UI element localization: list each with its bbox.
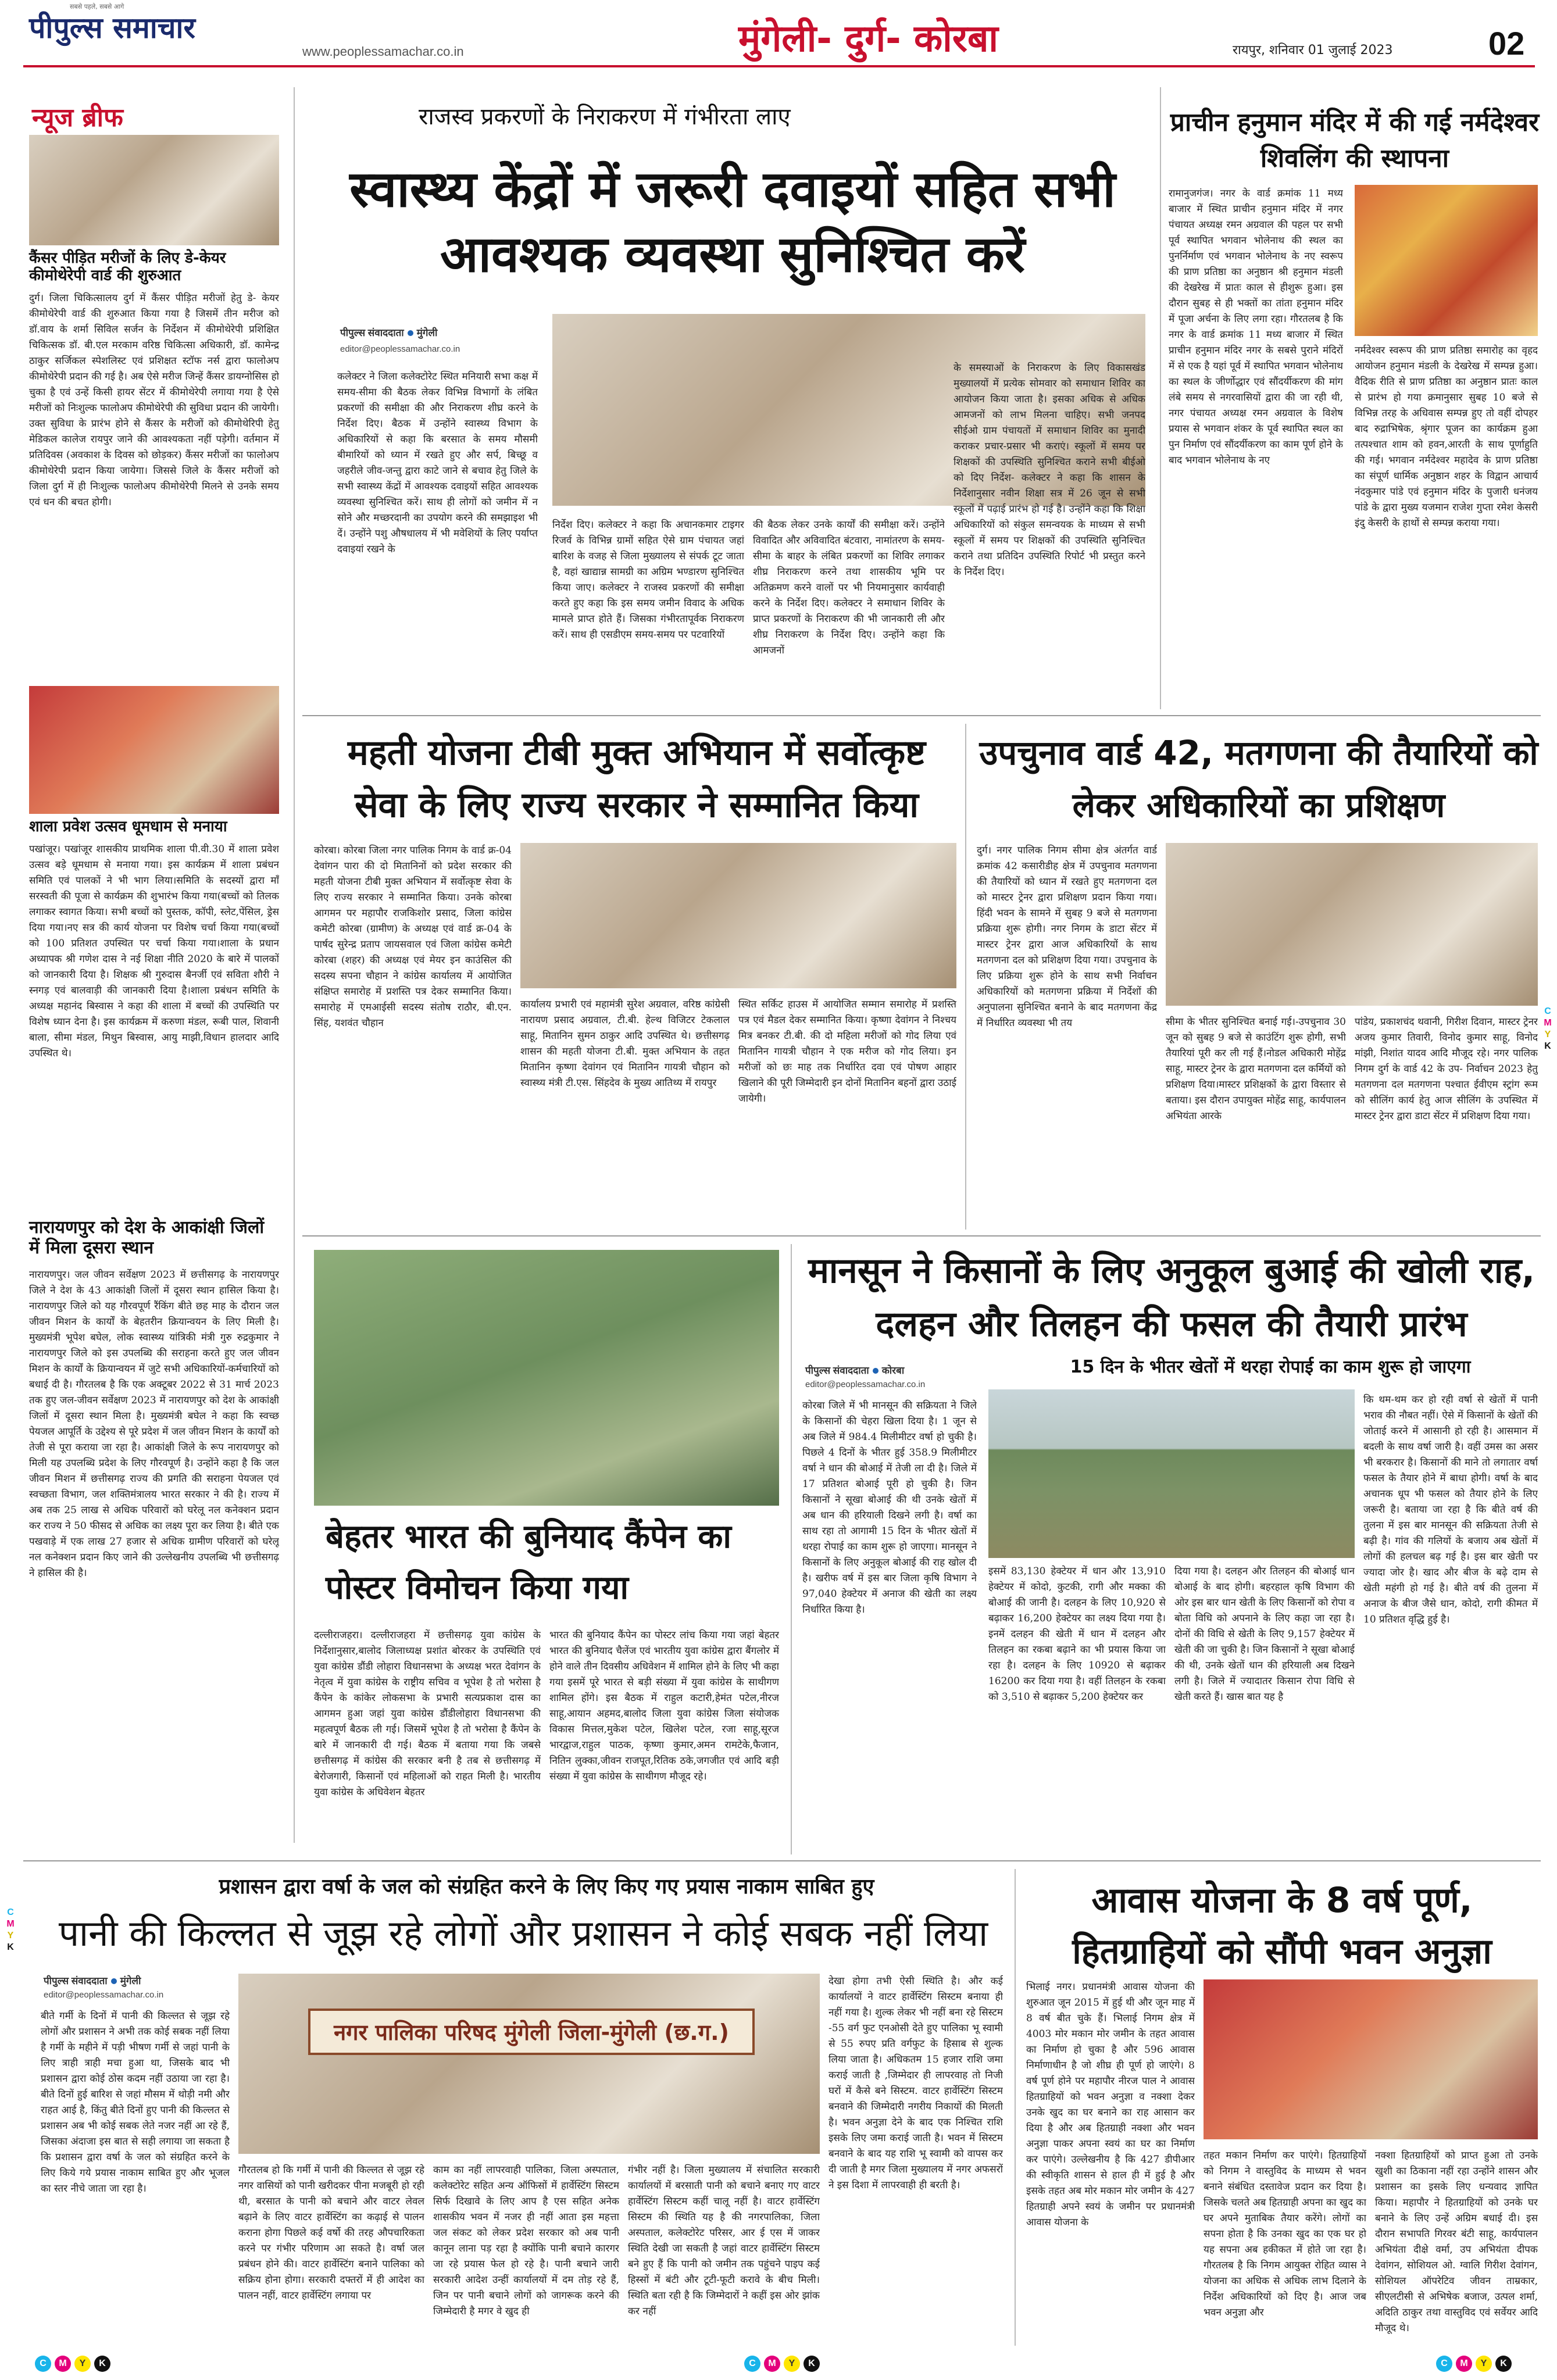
brief-title-chemo: कैंसर पीड़ित मरीजों के लिए डे-केयर कीमोथेरेपी वार्ड की शुरुआत <box>29 249 226 284</box>
lead-right-divider <box>1160 87 1161 709</box>
monsoon-column-1: कोरबा जिले में भी मानसून की सक्रियता ने जिले के किसानों की चेहरा खिला दिया है। 1 जून से अब जिले में 984.4 मिलीमीटर वर्षा हो चुकी है। पिछले 4 दिनों के भीतर हुई 358.9 मिलीमीटर वर्षा ने धान की बोआई में तेजी ला दी है। जिले में 17 प्रतिशत बोआई पूरी हो चुकी है। जिन किसानों ने सूखा बोआई की थी उनके खेतों में अब धान की हरियाली दिखने लगी है। वर्षा का साथ रहा तो आगामी 15 दिन के भीतर खेतों में थरहा रोपाई का काम शुरू हो जाएगा। मानसून ने किसानों के लिए अनुकूल बोआई की राह खोल दी है। खरीफ वर्ष में इस बार जिला कृषि विभाग ने 97,040 हेक्टेयर में अनाज की खेती का लक्ष्य निर्धारित किया है। <box>802 1400 977 1616</box>
monsoon-column-3: दिया गया है। दलहन और तिलहन की बोआई धान बोआई के बाद होगी। बहरहाल कृषि विभाग की ओर इस बार धान खेती के लिए किसानों को रोपा व बोता विधि को अपनाने के लिए कहा जा रहा है। दोनों की विधि से खेती के लिए 9,157 हेक्टेयर में खेती की जा चुकी है। जिन किसानों ने सूखा बोआई की थी, उनके खेतों धान की हरियाली अब दिखने लगी है। जिले में ज्यादातर किसान रोपा विधि से खेती करते हैं। खास बात यह है <box>1174 1566 1355 1703</box>
cmyk-bar-center: C M Y K <box>744 2356 820 2372</box>
upchunav-photo-training <box>1166 843 1538 1006</box>
brief-photo-school <box>29 686 279 814</box>
awas-photo-beneficiaries <box>1204 1979 1538 2139</box>
water-byline-dot <box>111 1978 117 1984</box>
monsoon-photo-field <box>988 1389 1355 1558</box>
water-column-4: गंभीर नहीं है। जिला मुख्यालय में संचालित सरकारी कार्यालयों में बरसाती पानी को बचाने बनाए गए वाटर हार्वेस्टिंग सिस्टम कहीं चालू नहीं है। वाटर हार्वेस्टिंग सिस्टम की स्थिति यह है की नगरपालिका, जिला अस्पताल, कलेक्टोरेट परिसर, आर ई एस में जाकर स्थिति देखी जा सकती है जहां वाटर हार्वेस्टिंग सिस्टम बने हुए हैं कि पानी को जमीन तक पहुंचने पाइप कई हिस्सों में बंटी और टूटी-फूटी करावे के बीच मिली। स्थिति बता रही है कि जिम्मेदारों ने कहीं इस ओर झांक कर नहीं <box>628 2164 820 2317</box>
logo-tagline: सबसे पहले, सबसे आगे <box>70 3 124 10</box>
upchunav-column-2: सीमा के भीतर सुनिश्चित बनाई गई।-उपचुनाव 30 जून को सुबह 9 बजे से काउंटिंग शुरू होगी, सभी तैयारियां पूरी कर ली गई हैं।नोडल अधिकारी मोहेंद्र साहू, मास्टर ट्रेनर के द्वारा मतगणना दल कर्मियों को प्रशिक्षण दिया।मास्टर प्रशिक्षकों के द्वारा विस्तार से बताया। इस दौरान उपायुक्त मोहेंद्र साहू, कार्यपालन अभियंता आरके <box>1166 1016 1346 1122</box>
temple-column-2: नर्मदेश्वर स्वरूप की प्राण प्रतिष्ठा समारोह का वृहद आयोजन हनुमान मंडली के देखरेख में सम्पन्न हुआ। वैदिक रीति से प्राण प्रतिष्ठा का अनुष्ठान प्रातः काल से प्रारंभ हो गया क्रमानुसार सुबह 10 बजे से विभिन्न तरह के अधिवास सम्पन्न हुए तो वहीं दोपहर बाद रुद्राभिषेक, श्रृंगार पूजन का कार्यक्रम हुआ तत्पश्चात शाम को हवन,आरती के साथ पूर्णाहुति की गई। भगवान नर्मदेश्वर महादेव के प्राण प्रतिष्ठा का संपूर्ण धार्मिक अनुष्ठान शहर के विद्वान आचार्य नंदकुमार पांडे एवं हनुमान मंदिर के पुजारी धनंजय पांडे के द्वारा मुख्य यजमान राजेश गुप्ता रमेश केसरी इंदु केसरी के हाथों से सम्पन्न कराया गया। <box>1355 345 1538 529</box>
registration-mark-right: C M Y K <box>1544 1006 1552 1051</box>
water-photo-office <box>238 1974 820 2154</box>
water-byline <box>44 1974 141 1987</box>
monsoon-headline: मानसून ने किसानों के लिए अनुकूल बुआई की खोली राह, दलहन और तिलहन की फसल की तैयारी प्रारंभ <box>808 1250 1535 1345</box>
water-byline-place: मुंगेली <box>120 1975 141 1986</box>
awas-column-2: तहत मकान निर्माण कर पाएंगे। हितग्राहियों को निगम ने वास्तुविद के माध्यम से भवन बनाने संबंधित दस्तावेज प्रदान कर दिया है। जिसके चलते अब हितग्राही अपना का खुद का घर अपने मुताबिक तैयार करेंगे। लोगों का सपना होता है कि उनका खुद का एक घर हो यह सपना अब हकीकत में होते जा रहा है। गौरतलब है कि निगम आयुक्त रोहित व्यास ने योजना का अधिक से अधिक लाभ दिलाने के निर्देश अधिकारियों को दिए है। आज जब भवन अनुज्ञा और <box>1204 2150 1366 2318</box>
temple-column-1: रामानुजगंज। नगर के वार्ड क्रमांक 11 मध्य बाजार में स्थित प्राचीन हनुमान मंदिर में नगर पंचायत अध्यक्ष रमन अग्रवाल की पहल पर सभी पूर्व स्थापित भगवान भोलेनाथ की स्थल का पुनर्निर्माण एवं भगवान भोलेनाथ के नए स्वरूप की प्राण प्रतिष्ठा का अनुष्ठान श्री हनुमान मंडली की देखरेख में प्रातः काल से हीशुरू हुआ। इस दौरान सुबह से ही भक्तों का तांता हनुमान मंदिर में पूजा अर्चना के लिए लगा रहा। गौरतलब है कि नगर के वार्ड क्रमांक 11 मध्य बाजार में स्थित प्राचीन हनुमान मंदिर नगर के सबसे पुराने मंदिरों में से एक है यहां पूर्व में स्थापित भगवान भोलेनाथ का स्थल के जीर्णोद्धार एवं सौंदर्यीकरण की मांग लंबे समय से नगरवासियों द्वारा की जा रही थी, नगर पंचायत अध्यक्ष रमन अग्रवाल के विशेष प्रयास से भगवान शंकर के पूर्व स्थापित स्थल का पुन निर्माण एवं सौंदर्यीकरण का काम पूर्ण होने के बाद भगवान भोलेनाथ के नए <box>1169 188 1343 466</box>
lead-headline: स्वास्थ्य केंद्रों में जरूरी दवाइयों सहित सभी आवश्यक व्यवस्था सुनिश्चित करें <box>349 160 1116 284</box>
lead-column-3: की बैठक लेकर उनके कार्यों की समीक्षा करें। उन्होंने विवादित और अविवादित बंटवारा, नामांतरण के समय-सीमा के बाहर के लंबित प्रकरणों का शिविर लगाकर शीघ्र निराकरण करने तथा शासकीय भूमि पर अतिक्रमण करने वालों पर भी नियमानुसार कार्यवाही करने के निर्देश दिए। कलेक्टर ने समाधान शिविर के प्राप्त प्रकरणों के निराकरण की भी जानकारी ली और शीघ्र निराकरण के निर्देश दिए। उन्होंने कहा कि आमजनों <box>753 519 945 656</box>
tb-column-2: कार्यालय प्रभारी एवं महामंत्री सुरेश अग्रवाल, वरिष्ठ कांग्रेसी नारायण प्रसाद अग्रवाल, टी.बी. हेल्थ विजिटर टेकलाल साहू, मितानिन सुमन ठाकुर आदि उपस्थित थे। छत्तीसगढ़ शासन की महती योजना टी.बी. मुक्त अभियान के तहत मितानिन कृष्णा देवांगन एवं मितानिन गायत्री चौहान को स्वास्थ्य मंत्री टी.एस. सिंहदेव के मुख्य आतिथ्य में रायपुर <box>520 999 730 1089</box>
poster-right-divider <box>791 1244 792 1854</box>
registration-mark-left: C M Y K <box>6 1907 15 1952</box>
poster-photo-group <box>314 1250 779 1506</box>
masthead <box>0 0 1557 64</box>
temple-headline: प्राचीन हनुमान मंदिर में की गई नर्मदेश्वर शिवलिंग की स्थापना <box>1170 108 1540 173</box>
lead-byline <box>340 326 437 339</box>
municipality-sign: नगर पालिका परिषद मुंगेली जिला-मुंगेली (छ.ग.) <box>308 2009 755 2055</box>
monsoon-byline-dot <box>873 1368 879 1374</box>
logo-text: पीपुल्स समाचार <box>29 11 195 45</box>
water-column-1: बीते गर्मी के दिनों में पानी की किल्लत से जूझ रहे लोगों और प्रशासन ने अभी तक कोई सबक नहीं लिया है गर्मी के महीने में पड़ी भीषण गर्मी से जहां पानी के लिए त्राही त्राही मचा हुआ था, जिसके बाद भी प्रशासन द्वारा कोई ठोस कदम नहीं उठाया जा रहा है। बीते दिनों हुई बारिश से जहां मौसम में थोड़ी नमी और राहत आई है, किंतु बीते दिनों हुए पानी की किल्लत से प्रशासन अब भी कोई सबक लेते नजर नहीं आ रहे हैं, जिसका अंदाजा इस बात से सही लगाया जा सकता है कि प्रशासन द्वारा वर्षा के जल को संग्रहित करने के लिए किये गये प्रयास नाकाम साबित हुए और भूजल का स्तर नीचे जाता जा रहा है। <box>41 2010 230 2195</box>
upchunav-column-3: पांडेय, प्रकाशचंद थवानी, गिरीश दिवान, मास्टर ट्रेनर अजय कुमार तिवारी, विनोद कुमार साहू, विनोद मांझी, निशांत यादव आदि मौजूद रहे। नगर पालिक निगम दुर्ग के वार्ड 42 के उप- निर्वाचन 2023 हेतु मतगणना दल मतगणना पश्चात ईवीएम स्ट्रांग रूम को सीलिंग कार्य हेतु आज सीलिंग के उपस्थित में मास्टर ट्रेनर द्वारा डाटा सेंटर में प्रशिक्षण दिया गया। <box>1355 1016 1538 1122</box>
brief-text-school: पखांजूर। पखांजूर शासकीय प्राथमिक शाला पी.वी.30 में शाला प्रवेश उत्सव बड़े धूमधाम से मनाया गया। इस कार्यक्रम में शाला प्रबंधन समिति एवं पालकों ने भी भाग लिया।समिति के सदस्यों द्वारा माँ सरस्वती की पूजा से कार्यक्रम की शुभारंभ किया गया(बच्चों को तिलक लगाकर स्वागत किया। सभी बच्चों को पुस्तक, कॉपी, स्लेट,पेंसिल, ड्रेस दिया गया।नए सत्र की कार्य योजना पर विशेष चर्चा किया गया(बच्चों को 100 प्रतिशत उपस्थित पर चर्चा किया गया।शाला के प्रधान अध्यापक श्री गणेश दास ने नई शिक्षा नीति 2020 के बारे में पालकों को जानकारी दिया है। शिक्षक श्री गुरुदास बैनर्जी एवं सविता शौरी ने स्नगड़ एवं बालवाड़ी की जानकारी दिया है।शाला प्रबंधन समिति के अध्यक्ष महानंद बिस्वास ने कहा की शाला में बच्चों की उपस्थिति पर विशेष ध्यान देना है। इस कार्यक्रम में करुणा मंडल, रूबी पाल, शिवानी बाला, सीमा मंडल, मिथुन बिस्वास, आयु माझी,विधान हालदार आदि उपस्थित थे। <box>29 844 279 1059</box>
lead-kicker: राजस्व प्रकरणों के निराकरण में गंभीरता लाए <box>419 103 791 130</box>
water-headline: पानी की किल्लत से जूझ रहे लोगों और प्रशासन ने कोई सबक नहीं लिया <box>58 1912 988 1954</box>
water-column-2: गौरतलब हो कि गर्मी में पानी की किल्लत से जूझ रहे नगर वासियों को पानी खरीदकर पीना मजबूरी हो रही थी, बरसात के पानी को बचाने और वाटर लेवल बढ़ाने के लिए वाटर हार्वेस्टिंग का कढ़ाई से पालन कराना होगा पिछले कई वर्षो की तरह औपचारिकता करने पर गंभीर परिणाम आ सकते है। वर्षा जल प्रबंधन होने की। वाटर हार्वेस्टिंग बनाने पालिका को सक्रिय होना होगा। सरकारी दफ्तरों में ही आदेश का पालन नहीं, वाटर हार्वेस्टिंग लगाया पर <box>238 2164 424 2302</box>
lead-column-4: के समस्याओं के निराकरण के लिए विकासखंड मुख्यालयों में प्रत्येक सोमवार को समाधान शिविर का आयोजन किया जाता है। इसका अधिक से अधिक आमजनों को लाभ मिलना चाहिए। सभी जनपद सीईओ ग्राम पंचायतों में समाधान शिविर का मुनादी कराकर प्रचार-प्रसार भी कराएं। स्कूलों में समय पर शिक्षकों की उपस्थिति सुनिश्चित कराने सभी बीईओ को दिए निर्देश- कलेक्टर ने कहा कि शासन के निर्देशानुसार नवीन शिक्षा सत्र में 26 जून से सभी स्कूलों में पढ़ाई प्रारंभ हो गई है। उन्होंने कहा कि शिक्षा अधिकारियों को संकुल समन्वयक के माध्यम से सभी स्कूलों में समय पर शिक्षकों की उपस्थिति सुनिश्चित कराने तथा प्रतिदिन उपस्थिति रिपोर्ट भी प्रस्तुत करने के निर्देश दिए। <box>954 362 1145 578</box>
tb-headline: महती योजना टीबी मुक्त अभियान में सर्वोत्कृष्ट सेवा के लिए राज्य सरकार ने सम्मानित किया <box>347 732 926 826</box>
website: www.peoplessamachar.co.in <box>302 44 464 59</box>
brief-title-school: शाला प्रवेश उत्सव धूमधाम से मनाया <box>29 818 227 835</box>
water-byline-name: पीपुल्स संवाददाता <box>44 1975 108 1986</box>
monsoon-column-4: कि थम-थम कर हो रही वर्षा से खेतों में पानी भराव की नौबत नहीं। ऐसे में किसानों के खेतों की जोताई करने में आसानी हो रही है। आसमान में बदली के साथ वर्षा जारी है। वहीं उमस का असर भी बरकरार है। किसानों की माने तो लगातार वर्षा फसल के तैयार होने में बाधा होगी। वर्षा के बाद अचानक धूप भी फसल को तैयार होने के लिए जरूरी है। बताया जा रहा है कि बीते वर्ष की तुलना में इस बार मानसून की सक्रियता तेजी से बढ़ी है। गांव की गलियों के बजाय अब खेतों में लोगों की हलचल बढ़ गई है। इस बार खेती पर ज्यादा जोर है। खाद और बीज के बढ़े दाम से खेती महंगी हो गई है। बीते वर्ष की तुलना में अनाज के बीज जैसे धान, कोदो, रागी कीमत में 10 प्रतिशत वृद्धि हुई है। <box>1363 1394 1538 1625</box>
page-number: 02 <box>1488 25 1525 62</box>
rule-after-tb <box>302 1235 1541 1237</box>
monsoon-byline <box>805 1363 904 1377</box>
monsoon-column-2: इसमें 83,130 हेक्टेयर में धान और 13,910 हेक्टेयर में कोदो, कुटकी, रागी और मक्का की बोआई की जानी है। दलहन के लिए 10,920 से बढ़ाकर 16,200 हेक्टेयर का लक्ष्य दिया गया है। इनमें दलहन की खेती में धान में दलहन और तिलहन का रकबा बढ़ाने का भी प्रयास किया जा रहा है। दलहन के लिए 10920 से बढ़ाकर 16200 कर दिया गया है। वहीं तिलहन के रकबा को 3,510 से बढ़ाकर 5,200 हेक्टेयर कर <box>988 1566 1166 1703</box>
poster-column-1: दल्लीराजहरा। दल्लीराजहरा में छत्तीसगढ़ युवा कांग्रेस के निर्देशानुसार,बालोद जिलाध्यक्ष प्रशांत बोरकर के उपस्थिति एवं युवा कांग्रेस डौंडी लोहारा विधानसभा के अध्यक्ष भरत देवांगन के नेतृत्व में युवा कांग्रेस के राष्ट्रीय सचिव व भूपेश है तो भरोसा है कैंपेन के कांकेर लोकसभा के प्रभारी सत्यप्रकाश दास का आगमन हुआ जहां युवा कांग्रेस डौंडीलोहारा विधानसभा की महत्वपूर्ण बैठक ली गई। जिसमें भूपेश है तो भरोसा है कैंपेन के बारे में जानकारी दी गई। बैठक में बताया गया कि जबसे छत्तीसगढ़ में कांग्रेस की सरकार बनी है तब से छत्तीसगढ़ में बेरोजगारी, किसानों एवं महिलाओं को राहत मिली है। भारतीय युवा कांग्रेस के अधिवेशन बेहतर <box>314 1629 541 1798</box>
rule-after-lead <box>302 715 1541 716</box>
awas-headline: आवास योजना के 8 वर्ष पूर्ण, हितग्राहियों को सौंपी भवन अनुज्ञा <box>1072 1880 1492 1972</box>
brief-title-narayanpur: नारायणपुर को देश के आकांक्षी जिलों में मिला दूसरा स्थान <box>29 1217 265 1258</box>
brief-text-chemo: दुर्ग। जिला चिकित्सालय दुर्ग में कैंसर पीड़ित मरीजों हेतु डे- केयर कीमोथेरेपी वार्ड की शुरुआत किया गया है जिसमें तीन मरीज को डॉ.वाय के शर्मा सिविल सर्जन के निर्देशन में कीमोथेरेपी प्रशिक्षित चिकित्सक डॉ. बी.एल मरकाम वरिष्ठ चिकित्सा अधिकारी, डॉ. कामेन्द्र ठाकुर सर्जिकल स्पेशलिस्ट एवं प्रशिक्षत स्टॉफ नर्स द्वारा फालोअप कीमोथेरेपी प्रदान की गई है। अब ऐसे मरीज जिन्हें कैंसर डायग्नोसिस हो चुका है एवं उन्हें किसी हायर सेंटर में कीमोथेरेपी लगाया गया है ऐसे मरीजों को निःशुल्क फालोअप कीमोथेरेपी की सुविधा प्रदान की जायेगी। उक्त सुविधा के प्रारंभ होने से कैंसर के मरीजों को कीमोथेरिपी हेतु मेडिकल कालेज रायपुर जाने की आवश्यकता नहीं पड़ेगी। वर्तमान में प्रतिदिवस (अवकाश के दिवस को छोड़कर) कैंसर मरीजों का फालोअप कीमोथेरेपी प्रदान किया जायेगा। जिससे जिले के कैंसर मरीजों को जिला दुर्ग में ही निःशुल्क फालोअप कीमोथेरेपी मिलने से उनके समय एवं धन की बचत होगी। <box>29 292 279 508</box>
water-right-divider <box>1015 1869 1016 2346</box>
monsoon-subheadline: 15 दिन के भीतर खेतों में थरहा रोपाई का काम शुरू हो जाएगा <box>1070 1357 1471 1377</box>
news-brief-label: न्यूज ब्रीफ <box>32 103 123 133</box>
temple-photo <box>1355 185 1538 336</box>
water-kicker: प्रशासन द्वारा वर्षा के जल को संग्रहित करने के लिए किए गए प्रयास नाकाम साबित हुए <box>219 1875 874 1899</box>
poster-headline: बेहतर भारत की बुनियाद कैंपेन का पोस्टर विमोचन किया गया <box>326 1518 731 1607</box>
left-column-divider <box>294 87 295 1843</box>
rule-after-middle <box>23 1860 1541 1861</box>
upchunav-column-1: दुर्ग। नगर पालिक निगम सीमा क्षेत्र अंतर्गत वार्ड क्रमांक 42 कसारीडीह क्षेत्र में उपचुनाव मतगणना की तैयारियों को ध्यान में रखते हुए मतगणना दल को मास्टर ट्रेनर द्वारा प्रशिक्षण प्रदान किया गया। हिंदी भवन के सामने में सुबह 9 बजे से मतगणना प्रक्रिया शुरू होगी। नगर निगम के डाटा सेंटर में मास्टर ट्रेनर द्वारा आज अधिकारियों के साथ मतगणना दल को प्रशिक्षण दिया गया। उपचुनाव के लिए प्रक्रिया शुरू होने के साथ सभी निर्वाचन अधिकारियों को मतगणना प्रक्रिया में निर्देशों की अनुपालना सुनिश्चित बनाने के बाद मतगणना केंद्र में निर्धारित व्यवस्था भी तय <box>977 845 1157 1029</box>
masthead-rule <box>23 65 1535 67</box>
monsoon-byline-place: कोरबा <box>881 1365 905 1376</box>
cmyk-bar-left: C M Y K <box>35 2356 110 2372</box>
awas-column-3: नक्शा हितग्राहियों को प्राप्त हुआ तो उनके खुशी का ठिकाना नहीं रहा उन्होंने शासन और प्रशासन का इसके लिए धन्यवाद ज्ञापित किया। महापौर ने हितग्राहियों को उनके घर बनाने के लिए उन्हें अग्रिम बधाई दी। इस दौरान सभापति गिरवर बंटी साहू, कार्यपालन अभियंता दीक्षे वर्मा, उप अभियंता दीपक देवांगन, सोशियल ओ. ग्वालि गिरीश देवांगन, सोशियल ऑपरेटिव जीवन ताम्रकार, सीएलटीसी से अभिषेक बजाज, उत्पल शर्मा, अदिति ठाकुर तथा वास्तुविद एवं सर्वेयर आदि मौजूद थे। <box>1375 2150 1538 2334</box>
monsoon-byline-name: पीपुल्स संवाददाता <box>805 1365 869 1376</box>
lead-column-2: निर्देश दिए। कलेक्टर ने कहा कि अचानकमार टाइगर रिजर्व के विभिन्न ग्रामों सहित ऐसे ग्राम पंचायत जहां बारिश के वजह से जिला मुख्यालय से संपर्क टूट जाता है, वहां खाद्यान्न सामग्री का अग्रिम भण्डारण सुनिश्चित किया जाए। कलेक्टर ने राजस्व प्रकरणों की समीक्षा करते हुए कहा कि इस समय जमीन विवाद के अधिक मामले प्राप्त होते हैं। जिसका गंभीरतापूर्वक निराकरण करें। साथ ही एसडीएम समय-समय पर पटवारियों <box>552 519 744 641</box>
tb-column-3: स्थित सर्किट हाउस में आयोजित सम्मान समारोह में प्रशस्ति पत्र एवं मैडल देकर सम्मानित किया। कृष्णा देवांगन ने निश्चय मित्र बनकर टी.बी. की दो महिला मरीजों को गोद लिया एवं मितानिन गायत्री चौहान ने एक मरीज को गोद लिया। इन मरीजों को छः माह तक निर्धारित दवा एवं पोषण आहार खिलाने की पूरी जिम्मेदारी इन दोनों मितानिन बहनों द्वारा उठाई जायेगी। <box>738 999 956 1105</box>
section-title: मुंगेली- दुर्ग- कोरबा <box>738 17 998 60</box>
water-email: editor@peoplessamachar.co.in <box>44 1990 164 2000</box>
tb-right-divider <box>965 724 966 1230</box>
awas-column-1: भिलाई नगर। प्रधानमंत्री आवास योजना की शुरुआत जून 2015 में हुई थी और जून माह में 8 वर्ष बीत चुके हैं। भिलाई निगम क्षेत्र में 4003 मोर मकान मोर जमीन के तहत आवास का निर्माण हो चुका है और 596 आवास निर्माणाधीन है जो शीघ्र ही पूर्ण हो जाएंगे। 8 वर्ष पूर्ण होने पर महापौर नीरज पाल ने आवास हितग्राहियों को भवन अनुज्ञा व नक्शा देकर उनके खुद का घर बनाने का राह आसान कर दिया है और अब हितग्राही नक्शा और भवन अनुज्ञा पाकर अपना स्वयं का घर का निर्माण कर पाएंगे। उल्लेखनीय है कि 427 डीपीआर की स्वीकृति शासन से हाल ही में हुई है और इसके तहत अब मोर मकान मोर जमीन के 427 हितग्राही अपने स्वयं के जमीन पर प्रधानमंत्री आवास योजना के <box>1026 1981 1195 2228</box>
byline-dot <box>408 330 413 336</box>
lead-email: editor@peoplessamachar.co.in <box>340 344 460 354</box>
dateline: रायपुर, शनिवार 01 जुलाई 2023 <box>1233 43 1393 58</box>
lead-column-1: कलेक्टर ने जिला कलेक्टोरेट स्थित मनियारी सभा कक्ष में समय-सीमा की बैठक लेकर विभिन्न विभागों के लंबित प्रकरणों की समीक्षा की और निराकरण शीघ्र करने के निर्देश दिए। बैठक में उन्होंने स्वास्थ्य विभाग के अधिकारियों से कहा कि बरसात के समय मौसमी बीमारियों को ध्यान में रखते हुए और सर्प, बिच्छू व जहरीले जीव-जन्तु द्वारा काटे जाने से बचाव हेतु जिले के सभी स्वास्थ्य केंद्रों में आवश्यक दवाइयों सहित आवश्यक व्यवस्था सुनिश्चित करें। साथ ही लोगों को जमीन में न सोने और मच्छरदानी का उपयोग करने की समझाइश भी दें। उन्होंने पशु औषधालय में भी मवेशियों के लिए पर्याप्त दवाइयां रखने के <box>337 371 538 555</box>
tb-photo-award <box>520 843 956 988</box>
brief-text-narayanpur: नारायणपुर। जल जीवन सर्वेक्षण 2023 में छत्तीसगढ़ के नारायणपुर जिले ने देश के 43 आकांक्षी जिलों में दूसरा स्थान हासिल किया है। नारायणपुर जिले को यह गौरवपूर्ण रैंकिंग बीते छह माह के दौरान जल जीवन मिशन के कार्यों के बेहतरीन क्रियान्वयन के लिए मिली है। मुख्यमंत्री भूपेश बघेल, लोक स्वास्थ्य यांत्रिकी मंत्री गुरु रुद्रकुमार ने नारायणपुर जिले को इस उपलब्धि की सराहना करते हुए जल जीवन मिशन के कार्यों के क्रियान्वयन में जुटे सभी अधिकारियों-कर्मचारियों को बधाई दी है। गौरतलब है कि एक अक्टूबर 2022 से 31 मार्च 2023 तक हुए जल-जीवन सर्वेक्षण 2023 में नारायणपुर को देश के आकांक्षी जिलों में दूसरा स्थान मिला है। मुख्यमंत्री बघेल ने कहा कि स्वच्छ पेयजल आपूर्ति के उद्देश्य से पूरे प्रदेश में जल जीवन मिशन के कार्यों को तेजी से पूरा कराया जा रहा है। आकांक्षी जिले के रूप नारायणपुर को मिली यह उपलब्धि प्रदेश के लिए गौरवपूर्ण है। उन्होंने कहा है कि जल जीवन मिशन में छत्तीसगढ़ राज्य की प्रगति की सराहना पेयजल एवं स्वच्छता विभाग, जल शक्तिमंत्रालय भारत सरकार ने की है। राज्य में अब तक 25 लाख से अधिक परिवारों को घरेलू नल कनेक्शन प्रदान कर राज्य ने 50 फीसद से अधिक का लक्ष्य पूरा कर लिया है। बीते एक पखवाड़े में एक लाख 27 हजार से अधिक ग्रामीण परिवारों को घरेलू नल कनेक्शन प्रदान किए जाने की उल्लेखनीय उपलब्धि भी छत्तीसगढ़ ने हासिल की है। <box>29 1269 279 1579</box>
logo <box>29 3 195 47</box>
monsoon-email: editor@peoplessamachar.co.in <box>805 1380 926 1389</box>
byline-name: पीपुल्स संवाददाता <box>340 327 404 338</box>
cmyk-bar-right: C M Y K <box>1436 2356 1512 2372</box>
water-column-3: काम का नहीं लापरवाही पालिका, जिला अस्पताल, कलेक्टोरेट सहित अन्य ऑफिसों में हार्वेस्टिंग सिस्टम सिर्फ दिखावे के लिए आप है एस सहित अनेक शासकीय भवन में नजर ही नहीं आता इस महत्ता जल संकट को लेकर प्रदेश सरकार को अब पानी कानून लाना पड़ रहा है क्योंकि पानी बचाने कारगर जा रहे प्रयास फेल हो रहे है। पानी बचाने जारी सरकारी आदेश उन्हीं कार्यालयों में दम तोड़ रहे हैं, जिन पर पानी बचाने लोगों को जागरूक करने की जिम्मेदारी है मगर वे खुद ही <box>433 2164 619 2317</box>
byline-place: मुंगेली <box>416 327 438 338</box>
water-column-5: देखा होगा तभी ऐसी स्थिति है। और कई कार्यालयों ने वाटर हार्वेस्टिंग सिस्टम बनाया ही नहीं गया है। शुल्क लेकर भी नहीं बना रहे सिस्टम -55 वर्ग फुट एनओसी देते हुए पालिका भू स्वामी से 55 रुपए प्रति वर्गफुट के हिसाब से शुल्क लिया जाता है। अधिकतम 15 हजार राशि जमा कराई जाती है ,जिम्मेदार ही लापरवाह तो निजी घरों में कैसे बने सिस्टम. वाटर हार्वेस्टिंग सिस्टम बनवाने की जिम्मेदारी नगरीय निकायों की मिलती है। भवन अनुज्ञा देने के बाद एक निश्चित राशि इसके लिए जमा कराई जाती है। भवन में सिस्टम बनवाने के बाद यह राशि भू स्वामी को वापस कर दी जाती है मगर जिला मुख्यालय में नगर अफसरों ने इस दिशा में लापरवाही ही बरती है। <box>829 1975 1003 2191</box>
brief-photo-chemo-ward <box>29 135 279 245</box>
tb-column-1: कोरबा। कोरबा जिला नगर पालिक निगम के वार्ड क्र-04 देवांगन पारा की दो मितानिनों को प्रदेश सरकार की महती योजना टीबी मुक्त अभियान में सर्वोत्कृष्ट सेवा के लिए राज्य सरकार ने सम्मानित किया। उनके कोरबा आगमन पर महापौर राजकिशोर प्रसाद, जिला कांग्रेस कमेटी कोरबा (ग्रामीण) के अध्यक्ष एवं वार्ड क्र-04 के पार्षद सुरेन्द्र प्रताप जायसवाल एवं जिला कांग्रेस कमेटी कोरबा (शहर) की अध्यक्ष एवं मेयर इन काउंसिल की सदस्य सपना चौहान ने कांग्रेस कार्यालय में आयोजित संक्षिप्त समारोह में प्रशस्ति पत्र देकर सम्मानित किया। समारोह में एमआईसी सदस्य संतोष राठौर, बी.एन. सिंह, यशवंत चौहान <box>314 845 512 1029</box>
upchunav-headline: उपचुनाव वार्ड 42, मतगणना की तैयारियों को लेकर अधिकारियों का प्रशिक्षण <box>979 733 1538 825</box>
poster-column-2: भारत की बुनियाद कैंपेन का पोस्टर लांच किया गया जहां बेहतर भारत की बुनियाद चैलेंज एवं भारतीय युवा कांग्रेस द्वारा बैंगलोर में होने वाले तीन दिवसीय अधिवेशन में शामिल होने के लिए भी कहा गया इसमें पूरे भारत से बड़ी संख्या में युवा कांग्रेस के साथीगण शामिल होंगे। इस बैठक में राहुल कटारी,हेमंत पटेल,नीरज साहू,आयान अहमद,बालोद जिला युवा कांग्रेस जिला संयोजक विकास मित्तल,मुकेश पटेल, खिलेश पटेल, रजा साहू,सूरज भारद्वाज,राहुल पाठक, कृष्णा कुमार,अमन रामटेके,फैजान, नितिन लुक्का,जीवन राजपूत,रितिक ठके,जगजीत एवं आदि बड़ी संख्या में युवा कांग्रेस के साथीगण मौजूद रहे। <box>549 1629 779 1782</box>
